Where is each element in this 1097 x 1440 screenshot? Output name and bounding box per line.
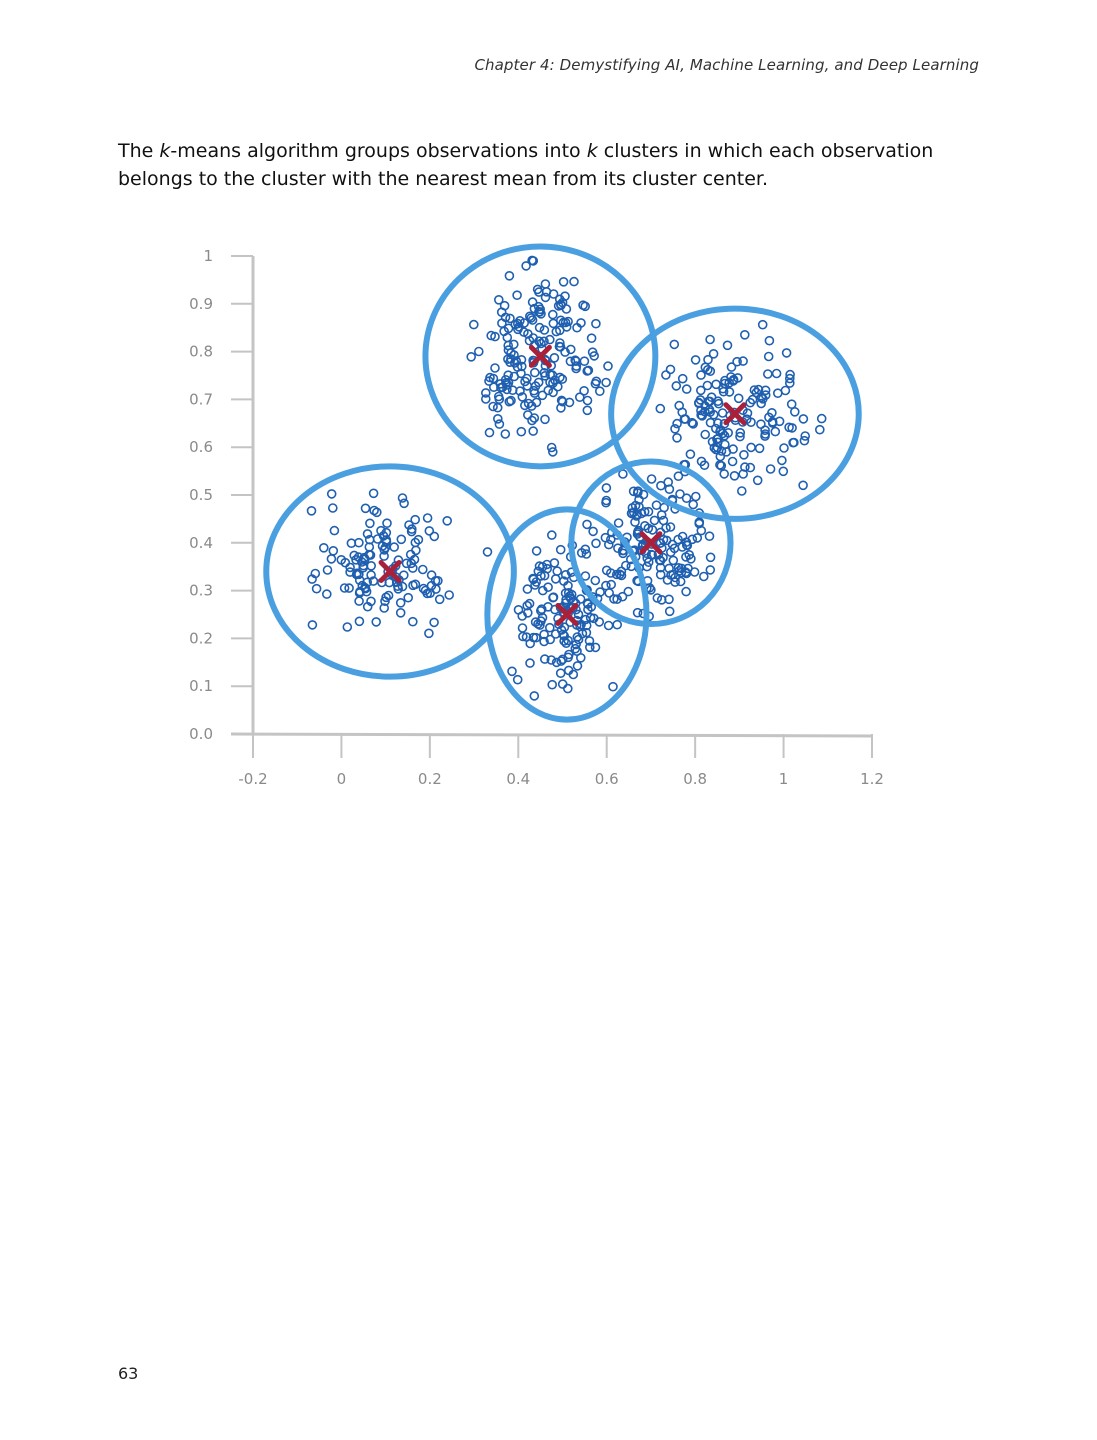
- data-point: [671, 425, 679, 433]
- data-point: [467, 353, 475, 361]
- running-head: Chapter 4: Demystifying AI, Machine Learning, and Deep Learning: [474, 56, 979, 74]
- data-point: [624, 588, 632, 596]
- data-point: [534, 285, 542, 293]
- data-point: [370, 489, 378, 497]
- data-point: [673, 434, 681, 442]
- data-point: [430, 618, 438, 626]
- data-point: [329, 547, 337, 555]
- data-point: [679, 375, 687, 383]
- data-point: [323, 590, 331, 598]
- data-point: [486, 429, 494, 437]
- data-point: [689, 501, 697, 509]
- data-point: [728, 363, 736, 371]
- data-point: [557, 669, 565, 677]
- data-point: [383, 519, 391, 527]
- data-point: [540, 326, 548, 334]
- data-point: [672, 382, 680, 390]
- data-point: [549, 311, 557, 319]
- data-point: [501, 430, 509, 438]
- data-point: [669, 556, 677, 564]
- data-point: [729, 458, 737, 466]
- data-point: [538, 391, 546, 399]
- data-point: [583, 406, 591, 414]
- y-tick-label: 0.6: [189, 438, 213, 457]
- data-point: [494, 415, 502, 423]
- data-point: [530, 692, 538, 700]
- data-point: [328, 490, 336, 498]
- data-point: [653, 501, 661, 509]
- data-point: [484, 548, 492, 556]
- data-point: [706, 566, 714, 574]
- data-point: [445, 591, 453, 599]
- data-point: [697, 371, 705, 379]
- data-point: [505, 272, 513, 280]
- data-point: [409, 618, 417, 626]
- data-point: [355, 617, 363, 625]
- intro-text-3: clusters in which each observation belongs to the cluster with the nearest mean from its cluster center.: [118, 140, 934, 190]
- data-point: [513, 291, 521, 299]
- x-axis-line: [231, 734, 872, 736]
- data-point: [778, 456, 786, 464]
- data-point: [767, 465, 775, 473]
- data-point: [735, 394, 743, 402]
- data-point: [529, 427, 537, 435]
- data-point: [720, 470, 728, 478]
- data-point: [602, 484, 610, 492]
- data-point: [791, 408, 799, 416]
- data-point: [724, 341, 732, 349]
- x-tick-label: 1: [778, 770, 789, 788]
- data-point: [706, 532, 714, 540]
- cluster-centroids: [381, 347, 744, 623]
- data-point: [613, 621, 621, 629]
- data-point: [400, 499, 408, 507]
- data-point: [367, 562, 375, 570]
- data-point: [397, 535, 405, 543]
- data-point: [419, 566, 427, 574]
- data-point: [549, 388, 557, 396]
- x-tick-label: 0.6: [594, 770, 619, 788]
- data-point: [550, 559, 558, 567]
- data-point: [788, 400, 796, 408]
- data-point: [604, 362, 612, 370]
- data-point: [771, 428, 779, 436]
- x-tick-label: 1.2: [860, 770, 884, 788]
- data-point: [588, 334, 596, 342]
- data-point: [759, 321, 767, 329]
- data-point: [313, 585, 321, 593]
- data-point: [308, 621, 316, 629]
- data-point: [443, 517, 451, 525]
- data-point: [329, 504, 337, 512]
- data-point: [693, 534, 701, 542]
- data-point: [541, 280, 549, 288]
- data-point: [591, 577, 599, 585]
- data-point: [773, 370, 781, 378]
- x-tick-label: 0.4: [506, 770, 531, 788]
- data-point: [674, 472, 682, 480]
- data-point: [682, 588, 690, 596]
- data-point: [424, 514, 432, 522]
- data-point: [308, 507, 316, 515]
- data-point: [799, 415, 807, 423]
- data-point: [697, 386, 705, 394]
- data-point: [602, 582, 610, 590]
- data-point: [508, 667, 516, 675]
- data-point: [701, 431, 709, 439]
- data-point: [716, 453, 724, 461]
- data-point: [531, 369, 539, 377]
- data-point: [774, 389, 782, 397]
- y-tick-label: 0.1: [189, 677, 213, 696]
- data-point: [765, 337, 773, 345]
- data-point: [656, 405, 664, 413]
- data-point: [541, 415, 549, 423]
- y-tick-label: 0.0: [189, 725, 213, 743]
- data-point: [719, 409, 727, 417]
- page-number: 63: [118, 1364, 139, 1383]
- data-point: [425, 527, 433, 535]
- data-point: [536, 324, 544, 332]
- data-point: [726, 388, 734, 396]
- data-point: [343, 623, 351, 631]
- data-point: [592, 320, 600, 328]
- data-point: [533, 547, 541, 555]
- data-point: [584, 397, 592, 405]
- data-point: [707, 553, 715, 561]
- data-point: [589, 527, 597, 535]
- data-point: [580, 357, 588, 365]
- data-point: [670, 340, 678, 348]
- data-point: [564, 685, 572, 693]
- data-point: [495, 420, 503, 428]
- data-point: [366, 519, 374, 527]
- x-tick-label: 0.2: [417, 770, 442, 788]
- data-point: [764, 370, 772, 378]
- data-point: [779, 467, 787, 475]
- x-tick-label: 0: [336, 770, 347, 788]
- data-point: [543, 288, 551, 296]
- data-point: [781, 387, 789, 395]
- data-point: [648, 475, 656, 483]
- data-point: [552, 575, 560, 583]
- data-point: [428, 571, 436, 579]
- intro-k-1: k: [159, 140, 171, 162]
- data-point: [754, 476, 762, 484]
- data-point: [557, 546, 565, 554]
- data-point: [400, 571, 408, 579]
- data-point: [330, 527, 338, 535]
- data-point: [592, 539, 600, 547]
- data-point: [576, 393, 584, 401]
- data-point: [570, 278, 578, 286]
- data-point: [399, 494, 407, 502]
- x-tick-label: -0.2: [238, 770, 268, 788]
- intro-text-1: The: [118, 140, 160, 162]
- data-point: [522, 262, 530, 270]
- data-point: [560, 278, 568, 286]
- y-tick-label: 0.4: [189, 533, 213, 552]
- data-point: [666, 607, 674, 615]
- data-point: [404, 594, 412, 602]
- data-point: [692, 493, 700, 501]
- data-point: [667, 365, 675, 373]
- data-point: [686, 450, 694, 458]
- data-point: [700, 573, 708, 581]
- data-point: [657, 482, 665, 490]
- data-point: [706, 336, 714, 344]
- data-point: [574, 662, 582, 670]
- data-point: [324, 566, 332, 574]
- data-point: [491, 364, 499, 372]
- data-point: [550, 354, 558, 362]
- data-point: [553, 567, 561, 575]
- data-point: [799, 481, 807, 489]
- data-point: [390, 543, 398, 551]
- data-point: [741, 331, 749, 339]
- data-points: [308, 256, 826, 700]
- data-point: [355, 597, 363, 605]
- y-tick-label: 0.3: [189, 581, 213, 600]
- data-point: [470, 321, 478, 329]
- y-tick-label: 0.9: [189, 294, 213, 313]
- data-point: [605, 622, 613, 630]
- data-point: [546, 624, 554, 632]
- data-point: [609, 683, 617, 691]
- data-point: [425, 629, 433, 637]
- data-point: [514, 676, 522, 684]
- data-point: [362, 504, 370, 512]
- data-point: [397, 609, 405, 617]
- data-point: [559, 680, 567, 688]
- data-point: [517, 428, 525, 436]
- data-point: [327, 555, 335, 563]
- data-point: [712, 380, 720, 388]
- data-point: [756, 444, 764, 452]
- data-point: [740, 451, 748, 459]
- data-point: [780, 444, 788, 452]
- data-point: [596, 387, 604, 395]
- data-point: [412, 546, 420, 554]
- data-point: [397, 599, 405, 607]
- data-point: [783, 349, 791, 357]
- data-point: [673, 420, 681, 428]
- data-point: [602, 379, 610, 387]
- data-point: [615, 519, 623, 527]
- y-tick-label: 0.2: [189, 629, 213, 648]
- y-tick-label: 0.8: [189, 342, 213, 361]
- y-tick-label: 1: [203, 247, 213, 265]
- x-tick-label: 0.8: [683, 770, 708, 788]
- data-point: [757, 420, 765, 428]
- data-point: [651, 516, 659, 524]
- data-point: [320, 544, 328, 552]
- data-point: [372, 618, 380, 626]
- data-point: [475, 348, 483, 356]
- y-tick-label: 0.7: [189, 390, 213, 409]
- data-point: [605, 541, 613, 549]
- data-point: [523, 585, 531, 593]
- data-point: [692, 356, 700, 364]
- y-tick-label: 0.5: [189, 486, 213, 504]
- data-point: [731, 472, 739, 480]
- intro-k-2: k: [586, 140, 598, 162]
- data-point: [747, 443, 755, 451]
- data-point: [436, 595, 444, 603]
- data-point: [548, 531, 556, 539]
- data-point: [818, 415, 826, 423]
- data-point: [526, 659, 534, 667]
- data-point: [548, 681, 556, 689]
- data-point: [738, 487, 746, 495]
- data-point: [683, 494, 691, 502]
- intro-text-2: -means algorithm groups observations into: [170, 140, 587, 162]
- data-point: [710, 350, 718, 358]
- data-point: [816, 426, 824, 434]
- data-point: [765, 353, 773, 361]
- data-point: [592, 643, 600, 651]
- data-point: [619, 470, 627, 478]
- data-point: [519, 624, 527, 632]
- data-point: [526, 600, 534, 608]
- data-point: [683, 385, 691, 393]
- data-point: [583, 520, 591, 528]
